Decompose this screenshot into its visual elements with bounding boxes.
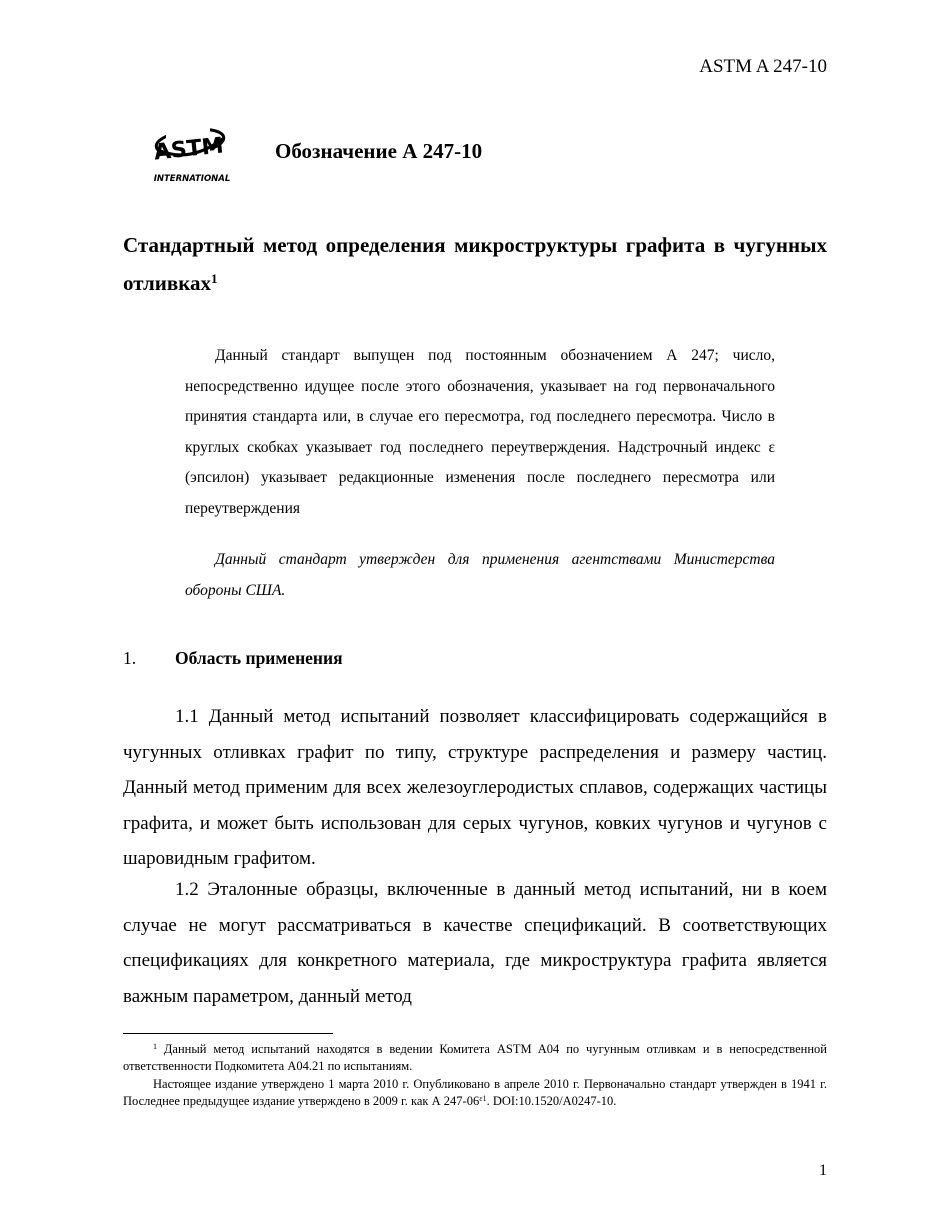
approval-note: Данный стандарт утвержден для применения агентствами Министерства обороны США.: [185, 551, 775, 599]
title-text: Стандартный метод определения микроструктуры графита в чугунных отливках: [123, 233, 827, 295]
issue-note: Данный стандарт выпущен под постоянным обозначением А 247; число, непосредственно идущее после этого обозначения, указывает на год первоначального принятия стандарта или, в случае его пересмотра, год последнего пересмотра. Число в круглых скобках указывает год последнего переутверждения. Надстрочный индекс ε (эпсилон) указывает редакционные изменения после последнего пересмотра или переутверждения: [185, 347, 775, 517]
footnote-1-marker: 1: [153, 1042, 157, 1051]
footnote-2: [123, 1076, 827, 1109]
footnote-divider: [123, 1033, 333, 1034]
footnote-1: [123, 1041, 827, 1074]
footnote-2-superscript: ε1: [479, 1093, 487, 1103]
astm-international-logo-icon: [152, 112, 232, 184]
document-title: [123, 226, 827, 302]
page-number: 1: [819, 1162, 827, 1179]
paragraph-1-2: 1.2 Эталонные образцы, включенные в данный метод испытаний, ни в коем случае не могут рассматриваться в качестве спецификаций. В соответствующих спецификациях для конкретного материала, где микроструктура графита является важным параметром, данный метод: [123, 879, 827, 1007]
logo-astm-text: ASTM: [152, 133, 225, 166]
section-title: Область применения: [175, 648, 343, 668]
footnote-1-text: Данный метод испытаний находятся в ведении Комитета ASTM A04 по чугунным отливкам и в непосредственной ответственности Подкомитета A04.21 по испытаниям.: [123, 1042, 827, 1073]
logo-international-text: INTERNATIONAL: [153, 174, 231, 184]
footnote-2-doi: . DOI:10.1520/A0247-10.: [486, 1093, 617, 1108]
footnote-2-text: Настоящее издание утверждено 1 марта 2010 г. Опубликовано в апреле 2010 г. Первоначально стандарт утвержден в 1941 г. Последнее предыдущее издание утверждено в 2009 г. как А 247-06: [123, 1077, 827, 1108]
document-designation: Обозначение А 247-10: [275, 139, 483, 163]
title-footnote-ref: 1: [211, 271, 218, 286]
section-number: 1.: [123, 648, 137, 668]
header-standard-code: ASTM A 247-10: [699, 56, 827, 77]
paragraph-1-1: 1.1 Данный метод испытаний позволяет классифицировать содержащийся в чугунных отливках графит по типу, структуре распределения и размеру частиц. Данный метод применим для всех железоуглеродистых сплавов, содержащих частицы графита, и может быть использован для серых чугунов, ковких чугунов и чугунов с шаровидным графитом.: [123, 706, 827, 869]
